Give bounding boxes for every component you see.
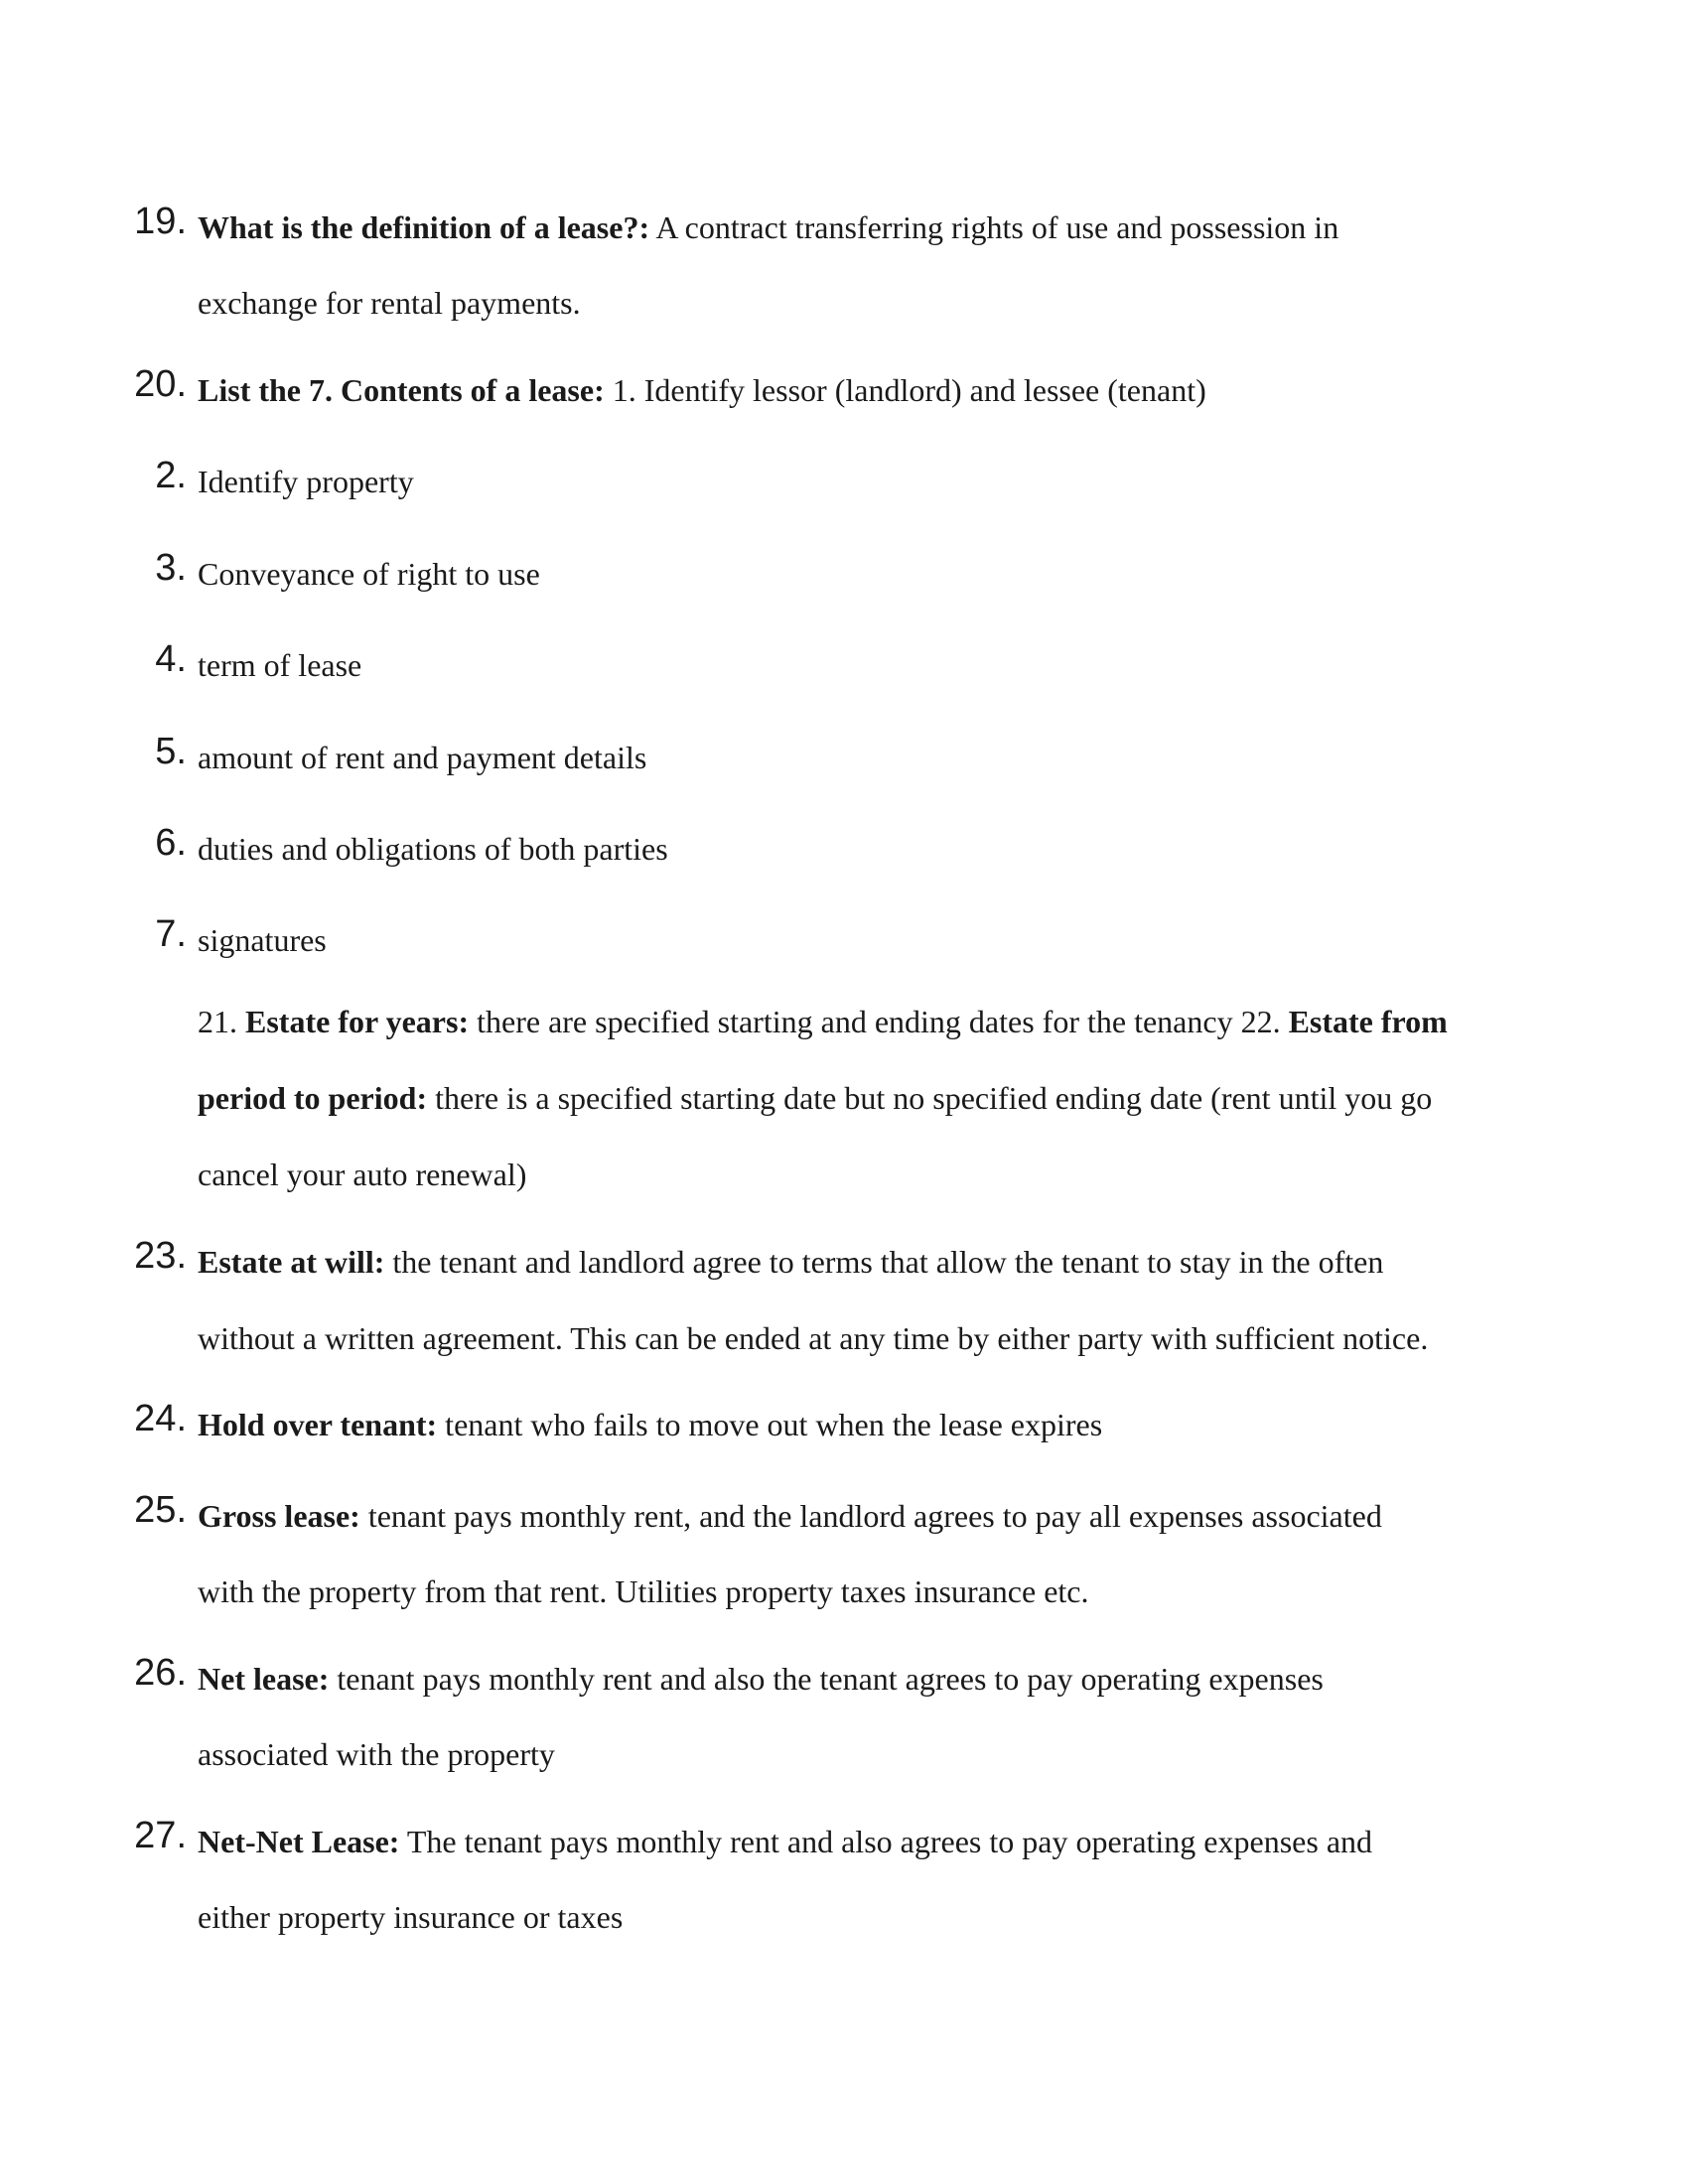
content-item-4: term of lease	[198, 647, 362, 683]
item-number-25: 25.	[134, 1489, 187, 1531]
content-number-7: 7.	[155, 913, 187, 955]
content-item-3: Conveyance of right to use	[198, 556, 540, 592]
item-25-line-2: with the property from that rent. Utilities property taxes insurance etc.	[198, 1573, 1089, 1609]
item-number-27: 27.	[134, 1815, 187, 1856]
content-number-6: 6.	[155, 822, 187, 864]
item-22-text-2: there is a specified starting date but no specified ending date (rent until you go	[427, 1080, 1433, 1116]
item-19-line-2: exchange for rental payments.	[198, 285, 581, 321]
content-item-5: amount of rent and payment details	[198, 740, 647, 775]
content-item-6: duties and obligations of both parties	[198, 831, 668, 867]
item-20-text-1: 1. Identify lessor (landlord) and lessee (tenant)	[604, 372, 1206, 408]
item-22-term-part-2: period to period:	[198, 1080, 428, 1116]
item-19-term: What is the definition of a lease?:	[198, 209, 650, 245]
content-number-5: 5.	[155, 731, 187, 772]
item-24-line-1	[198, 1409, 1102, 1440]
item-22-term-part-1: Estate from	[1288, 1004, 1448, 1039]
content-number-3: 3.	[155, 547, 187, 589]
content-item-2: Identify property	[198, 464, 414, 499]
item-22-line-3: cancel your auto renewal)	[198, 1157, 527, 1192]
item-26-term: Net lease:	[198, 1661, 330, 1697]
item-21-22-line-1	[198, 1006, 1448, 1037]
item-23-text-1: the tenant and landlord agree to terms that allow the tenant to stay in the often	[384, 1244, 1384, 1280]
item-25-text-1: tenant pays monthly rent, and the landlord agrees to pay all expenses associated	[359, 1498, 1382, 1534]
item-23-line-1	[198, 1246, 1383, 1278]
item-number-19: 19.	[134, 201, 187, 242]
item-24-text-1: tenant who fails to move out when the lease expires	[437, 1407, 1103, 1442]
item-27-line-2: either property insurance or taxes	[198, 1899, 624, 1935]
item-26-line-1	[198, 1663, 1324, 1695]
item-19-text-1: A contract transferring rights of use and possession in	[649, 209, 1339, 245]
item-number-20: 20.	[134, 363, 187, 405]
content-number-4: 4.	[155, 638, 187, 680]
item-23-line-2: without a written agreement. This can be ended at any time by either party with sufficient notice.	[198, 1320, 1429, 1356]
content-item-7: signatures	[198, 922, 327, 958]
item-21-term: Estate for years:	[245, 1004, 470, 1039]
item-21-text: there are specified starting and ending dates for the tenancy 22.	[469, 1004, 1289, 1039]
item-22-line-2	[198, 1082, 1432, 1114]
item-23-term: Estate at will:	[198, 1244, 385, 1280]
item-20-term: List the 7. Contents of a lease:	[198, 372, 605, 408]
item-25-line-1	[198, 1500, 1382, 1532]
item-number-24: 24.	[134, 1398, 187, 1439]
item-24-term: Hold over tenant:	[198, 1407, 438, 1442]
item-27-line-1	[198, 1826, 1372, 1857]
item-27-term: Net-Net Lease:	[198, 1824, 400, 1859]
item-27-text-1: The tenant pays monthly rent and also agrees to pay operating expenses and	[399, 1824, 1373, 1859]
item-number-23: 23.	[134, 1235, 187, 1277]
content-number-2: 2.	[155, 455, 187, 496]
item-26-line-2: associated with the property	[198, 1736, 555, 1772]
item-20-line-1	[198, 374, 1206, 406]
item-number-26: 26.	[134, 1652, 187, 1694]
item-26-text-1: tenant pays monthly rent and also the tenant agrees to pay operating expenses	[329, 1661, 1324, 1697]
item-25-term: Gross lease:	[198, 1498, 360, 1534]
item-19-line-1	[198, 211, 1338, 243]
item-21-prefix: 21.	[198, 1004, 245, 1039]
